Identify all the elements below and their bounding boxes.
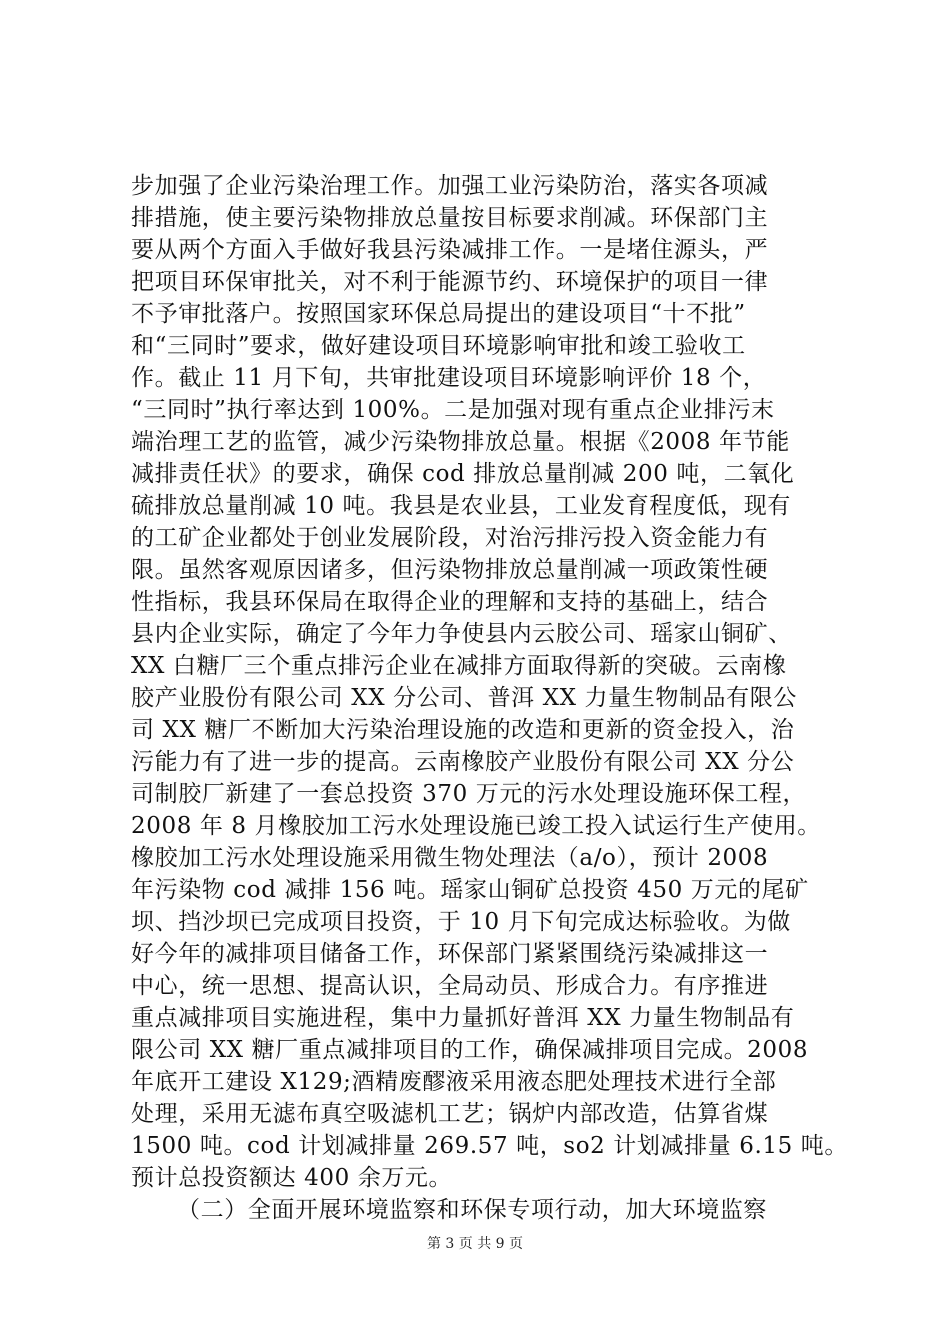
- text-line: 橡胶加工污水处理设施采用微生物处理法（a/o），预计 2008: [131, 845, 769, 871]
- text-line: “三同时”执行率达到 100%。二是加强对现有重点企业排污末: [131, 397, 775, 423]
- text-line: 年底开工建设 X129;酒精废醪液采用液态肥处理技术进行全部: [131, 1069, 777, 1095]
- text-line: 处理，采用无滤布真空吸滤机工艺；锅炉内部改造，估算省煤: [131, 1101, 769, 1127]
- text-line: 司制胶厂新建了一套总投资 370 万元的污水处理设施环保工程，: [131, 781, 807, 807]
- page-number-footer: 第 3 页 共 9 页: [426, 1236, 524, 1252]
- text-line: 限。虽然客观原因诸多，但污染物排放总量削减一项政策性硬: [131, 557, 769, 583]
- text-line: 污能力有了进一步的提高。云南橡胶产业股份有限公司 XX 分公: [131, 749, 795, 775]
- text-line: 要从两个方面入手做好我县污染减排工作。一是堵住源头，严: [131, 237, 769, 263]
- text-line: 步加强了企业污染治理工作。加强工业污染防治，落实各项减: [131, 173, 769, 199]
- text-line: 性指标，我县环保局在取得企业的理解和支持的基础上，结合: [131, 589, 769, 615]
- text-line: 作。截止 11 月下旬，共审批建设项目环境影响评价 18 个，: [131, 365, 767, 391]
- text-line: 2008 年 8 月橡胶加工污水处理设施已竣工投入试运行生产使用。: [131, 813, 821, 839]
- text-line: 减排责任状》的要求，确保 cod 排放总量削减 200 吨，二氧化: [131, 461, 795, 487]
- text-line: 1500 吨。cod 计划减排量 269.57 吨，so2 计划减排量 6.15 吨。: [131, 1133, 848, 1159]
- text-line: 司 XX 糖厂不断加大污染治理设施的改造和更新的资金投入，治: [131, 717, 795, 743]
- text-line: 胶产业股份有限公司 XX 分公司、普洱 XX 力量生物制品有限公: [131, 685, 797, 711]
- text-line: 把项目环保审批关，对不利于能源节约、环境保护的项目一律: [131, 269, 769, 295]
- text-line: 硫排放总量削减 10 吨。我县是农业县，工业发育程度低，现有: [131, 493, 791, 519]
- text-line: 县内企业实际，确定了今年力争使县内云胶公司、瑶家山铜矿、: [131, 621, 792, 647]
- text-line: 限公司 XX 糖厂重点减排项目的工作，确保减排项目完成。2008: [131, 1037, 809, 1063]
- text-line: XX 白糖厂三个重点排污企业在减排方面取得新的突破。云南橡: [131, 653, 787, 679]
- text-line: 预计总投资额达 400 余万元。: [131, 1165, 453, 1191]
- body-text: [131, 170, 851, 1226]
- text-line: 年污染物 cod 减排 156 吨。瑶家山铜矿总投资 450 万元的尾矿: [131, 877, 809, 903]
- text-line: 好今年的减排项目储备工作，环保部门紧紧围绕污染减排这一: [131, 941, 769, 967]
- text-line: 端治理工艺的监管，减少污染物排放总量。根据《2008 年节能: [131, 429, 790, 455]
- text-line: 中心，统一思想、提高认识，全局动员、形成合力。有序推进: [131, 973, 769, 999]
- text-line: 重点减排项目实施进程，集中力量抓好普洱 XX 力量生物制品有: [131, 1005, 795, 1031]
- section-heading-line: （二）全面开展环境监察和环保专项行动，加大环境监察: [177, 1197, 767, 1223]
- text-line: 不予审批落户。按照国家环保总局提出的建设项目“十不批”: [131, 301, 746, 327]
- text-line: 和“三同时”要求，做好建设项目环境影响审批和竣工验收工: [131, 333, 746, 359]
- text-line: 坝、挡沙坝已完成项目投资，于 10 月下旬完成达标验收。为做: [131, 909, 791, 935]
- text-line: 排措施，使主要污染物排放总量按目标要求削减。环保部门主: [131, 205, 769, 231]
- text-line: 的工矿企业都处于创业发展阶段，对治污排污投入资金能力有: [131, 525, 769, 551]
